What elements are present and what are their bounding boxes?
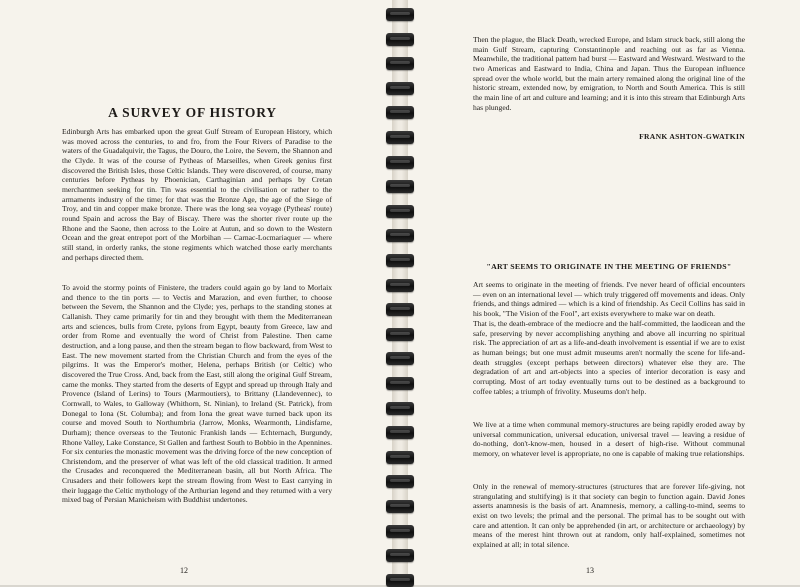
author-signature: FRANK ASHTON-GWATKIN [639, 132, 745, 141]
binding-coil [386, 525, 414, 538]
right-paragraph-4: We live at a time when communal memory-structures are being rapidly eroded away by universal communication, universal education, universal travel — leaving a residue of do-nothing, don't-know-men, housed in a desert of high-rise. Without communal memory, on whatever level is appropriate, no one is capable of making true relationships. [473, 420, 745, 458]
binding-coil [386, 229, 414, 242]
binding-coil [386, 549, 414, 562]
right-paragraph-1: Then the plague, the Black Death, wrecked Europe, and Islam struck back, still along the main Gulf Stream, capturing Constantinople and reaching out as far as Vienna. Meanwhile, the traditional pattern had burst — Eastward and Westward. Westward to the two Americas and Eastward to India, China and Japan. Thus the European influence spread over the whole world, but the main artery remained along the original line of the historic stream, extended now, by emigration, to North and South America. This is still the main line of art and culture and learning; and it is into this stream that Edinburgh Arts has plunged. [473, 35, 745, 112]
binding-coil [386, 8, 414, 21]
binding-coil [386, 57, 414, 70]
binding-coil [386, 205, 414, 218]
binding-coil [386, 180, 414, 193]
binding-coil [386, 106, 414, 119]
binding-coil [386, 500, 414, 513]
spiral-binding [380, 0, 420, 585]
right-paragraph-3: That is, the death-embrace of the mediocre and the half-committed, the laodicean and the safe, preserving by never accomplishing anything and above all incurring no spiritual risk. The appreciation of art as a life-and-death involvement is essential if we are to exist as human beings; but one must admit museums aren't normally the scene for life-and-death struggles (except perhaps between directors) whatever else they are. The degradation of art and art-objects into a species of interior decoration is easy and corrupting. Most of art today eventually turns out to be destined as a background to coffee tables; a triumph of frivolity. Museums don't help. [473, 319, 745, 396]
right-page-number: 13 [586, 566, 594, 575]
binding-coil [386, 33, 414, 46]
binding-coil [386, 131, 414, 144]
binding-coil [386, 254, 414, 267]
left-paragraph-2: To avoid the stormy points of Finistere, the traders could again go by land to Morlaix and thence to the tin ports — to Vectis and Marazion, and even further, to choose between the Severn, the Shannon and the Clyde; yes, perhaps to the standing stones at Callanish. They came primarily for tin and they brought with them the Mediterranean arts and sciences, bulls from Crete, pylons from Egypt, beauty from Greece, law and order from Rome and eventually the word of Christ from Palestine. Then came destruction, and a long pause, and then the stream began to flow backward, from West to East. The new movement started from the Christian Church and from the eyes of the pilgrims. It was the Emperor's mother, Helena, perhaps British (or Celtic) who discovered the True Cross. And, back from the East, still along the original Gulf Stream, came the monks. They started from the deserts of Egypt and spread up through Italy and Provence (Island of Lerins) to Tours (Marmoutiers), to Brittany (Llandevennec), to Cornwall, to Wales, to Galloway (Whithorn, St. Ninian), to Ireland (St. Patrick), from Donegal to Iona (St. Columba); and from Iona the great wave turned back upon its course and moved South to Northumbria (Jarrow, Monks, Wearmonth, Lindisfarne, Durham); thence overseas to the Teutonic Frankish lands — Echternach, Burgundy, Rhone Valley, Lake Constance, St Gallen and farthest South to Bobbio in the Apennines. For six centuries the monastic movement was the driving force of the new conception of Christendom, and the preserver of what was left of the old classical tradition. It armed the Crusades and reconquered the Mediterranean basin, all but North Africa. The Crusaders and their followers kept the stream flowing from West to East carrying in their luggage the Celtic mythology of the Arthurian legend and they returned with a very mixed bag of Persian Manicheism with Buddhist undertones. [62, 283, 332, 505]
right-paragraph-5: Only in the renewal of memory-structures (structures that are forever life-giving, not strangulating and stultifying) is it that society can begin to function again. David Jones asserts anamnesis is the basis of art. Anamnesis, memory, a calling-to-mind, seems to exist on two levels; the primal and the personal. The primal has to be sought out with care and attention. It can only be apprehended (in art, or architecture or archaeology) by means of the merest hint thrown out at random, only half-explained, sometimes not explained at all; in total silence. [473, 482, 745, 549]
page-title: A SURVEY OF HISTORY [108, 105, 277, 120]
binding-coil [386, 279, 414, 292]
right-paragraph-2: Art seems to originate in the meeting of friends. I've never heard of official encounters — even on an international level — which truly triggered off movements and ideas. Only friends, and things admired — which is a kind of friendship. As Cecil Collins has said in his book, "The Vision of the Fool", art exists everywhere to make war on death. [473, 280, 745, 318]
binding-coil [386, 82, 414, 95]
left-paragraph-1: Edinburgh Arts has embarked upon the great Gulf Stream of European History, which was moved across the centuries, to and fro, from the Four Rivers of Paradise to the waters of the Guadalquivir, the Tagus, the Douro, the Loire, the Severn, the Shannon and the Clyde. It was of the course of Pytheas of Marseilles, when Greek genius first discovered the British Isles, those Celtic Islands. They were discovered, of course, many centuries before Pytheas by Phoenician, Carthaginian and perhaps by Cretan merchantmen seeking for tin. Tin was essential to the civilisation or rather to the armaments industry of the time; for that was the Bronze Age, the age of the Siege of Troy, and tin and copper make bronze. There was the long sea voyage (Pytheas' route) round Spain and across the Bay of Biscay. There was the shorter river route up the Rhone and the Saone, then across to the Loire at Autun, and so down to the Western Ocean and the great entrepot port of the Morbihan — Carnac-Locmariaquer — where still stand, in orderly ranks, the stone regiments which watched those early merchants and perhaps directed them. [62, 127, 333, 262]
binding-coil [386, 451, 414, 464]
binding-coil [386, 352, 414, 365]
binding-coil [386, 426, 414, 439]
binding-coil [386, 377, 414, 390]
binding-coil [386, 328, 414, 341]
section-heading: "ART SEEMS TO ORIGINATE IN THE MEETING OF FRIENDS" [486, 262, 732, 271]
binding-coil [386, 475, 414, 488]
binding-coil [386, 303, 414, 316]
binding-coil [386, 402, 414, 415]
left-page-number: 12 [180, 566, 188, 575]
binding-coil [386, 156, 414, 169]
